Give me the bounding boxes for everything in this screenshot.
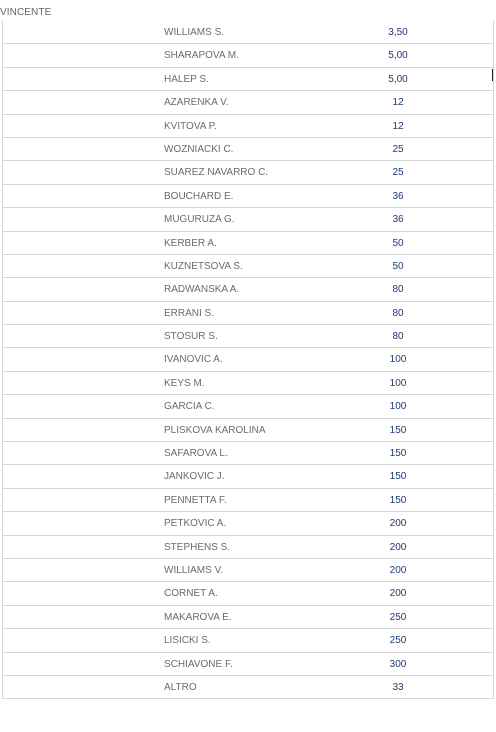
- odds-value[interactable]: 33: [392, 681, 404, 693]
- table-row[interactable]: [3, 559, 493, 582]
- player-name: GARCIA C.: [164, 401, 215, 413]
- player-name: STOSUR S.: [164, 331, 218, 343]
- player-name: CORNET A.: [164, 588, 218, 600]
- player-name: SAFAROVA L.: [164, 448, 228, 460]
- odds-value[interactable]: 100: [389, 354, 407, 366]
- table-row[interactable]: [3, 208, 493, 231]
- table-row[interactable]: [3, 91, 493, 114]
- odds-value[interactable]: 300: [389, 658, 407, 670]
- player-name: KVITOVA P.: [164, 120, 217, 132]
- odds-value[interactable]: 25: [392, 143, 404, 155]
- table-row[interactable]: [3, 21, 493, 44]
- table-row[interactable]: [3, 232, 493, 255]
- player-name: HALEP S.: [164, 73, 209, 85]
- table-row[interactable]: [3, 653, 493, 676]
- player-name: SCHIAVONE F.: [164, 658, 233, 670]
- odds-value[interactable]: 50: [392, 260, 404, 272]
- player-name: PETKOVIC A.: [164, 518, 227, 530]
- odds-value[interactable]: 100: [389, 401, 407, 413]
- player-name: MUGURUZA G.: [164, 214, 235, 226]
- odds-table: [2, 21, 494, 699]
- player-name: WOZNIACKI C.: [164, 143, 234, 155]
- player-name: PENNETTA F.: [164, 494, 227, 506]
- player-name: JANKOVIC J.: [164, 471, 225, 483]
- table-row[interactable]: [3, 419, 493, 442]
- table-row[interactable]: [3, 255, 493, 278]
- table-row[interactable]: [3, 325, 493, 348]
- odds-value[interactable]: 3,50: [388, 27, 408, 38]
- odds-value[interactable]: 200: [389, 541, 407, 553]
- odds-value[interactable]: 36: [392, 214, 404, 226]
- player-name: PLISKOVA KAROLINA: [164, 424, 266, 436]
- table-row[interactable]: [3, 68, 493, 91]
- player-name: STEPHENS S.: [164, 541, 231, 553]
- player-name: SHARAPOVA M.: [164, 50, 239, 62]
- odds-value[interactable]: 250: [389, 611, 407, 623]
- table-row[interactable]: [3, 138, 493, 161]
- player-name: KEYS M.: [164, 377, 205, 389]
- player-name: RADWANSKA A.: [164, 284, 240, 296]
- table-row[interactable]: [3, 442, 493, 465]
- odds-value[interactable]: 150: [389, 448, 407, 460]
- odds-value[interactable]: 200: [389, 588, 407, 600]
- player-name: KUZNETSOVA S.: [164, 260, 243, 272]
- odds-value[interactable]: 25: [392, 167, 404, 179]
- table-row[interactable]: [3, 115, 493, 138]
- table-row[interactable]: [3, 278, 493, 301]
- table-row[interactable]: [3, 302, 493, 325]
- player-name: WILLIAMS V.: [164, 564, 224, 576]
- table-row[interactable]: [3, 606, 493, 629]
- player-name: ERRANI S.: [164, 307, 215, 319]
- player-name: KERBER A.: [164, 237, 217, 249]
- player-name: ALTRO: [164, 681, 197, 693]
- odds-value[interactable]: 80: [392, 331, 404, 343]
- table-row[interactable]: [3, 676, 493, 699]
- table-row[interactable]: [3, 629, 493, 652]
- odds-value[interactable]: 5,00: [388, 50, 408, 62]
- text-cursor: [492, 69, 493, 81]
- player-name: LISICKI S.: [164, 635, 211, 647]
- odds-value[interactable]: 12: [392, 97, 404, 109]
- table-row[interactable]: [3, 512, 493, 535]
- odds-value[interactable]: 36: [392, 190, 404, 202]
- table-row[interactable]: [3, 582, 493, 605]
- odds-value[interactable]: 150: [389, 494, 407, 506]
- odds-value[interactable]: 12: [392, 120, 404, 132]
- table-row[interactable]: [3, 489, 493, 512]
- table-row[interactable]: [3, 395, 493, 418]
- player-name: BOUCHARD E.: [164, 190, 234, 202]
- odds-value[interactable]: 100: [389, 377, 407, 389]
- odds-value[interactable]: 250: [389, 635, 407, 647]
- odds-value[interactable]: 80: [392, 284, 404, 296]
- odds-value[interactable]: 200: [389, 564, 407, 576]
- odds-value[interactable]: 50: [392, 237, 404, 249]
- player-name: AZARENKA V.: [164, 97, 229, 109]
- odds-value[interactable]: 200: [389, 518, 407, 530]
- odds-value[interactable]: 5,00: [388, 73, 408, 85]
- table-row[interactable]: [3, 185, 493, 208]
- table-row[interactable]: [3, 44, 493, 67]
- odds-value[interactable]: 150: [389, 424, 407, 436]
- table-row[interactable]: [3, 372, 493, 395]
- player-name: WILLIAMS S.: [164, 27, 225, 38]
- table-row[interactable]: [3, 348, 493, 371]
- table-row[interactable]: [3, 536, 493, 559]
- table-row[interactable]: [3, 161, 493, 184]
- market-title: VINCENTE: [0, 7, 52, 18]
- odds-value[interactable]: 150: [389, 471, 407, 483]
- odds-value[interactable]: 80: [392, 307, 404, 319]
- player-name: SUAREZ NAVARRO C.: [164, 167, 269, 179]
- player-name: MAKAROVA E.: [164, 611, 232, 623]
- table-row[interactable]: [3, 465, 493, 488]
- player-name: IVANOVIC A.: [164, 354, 223, 366]
